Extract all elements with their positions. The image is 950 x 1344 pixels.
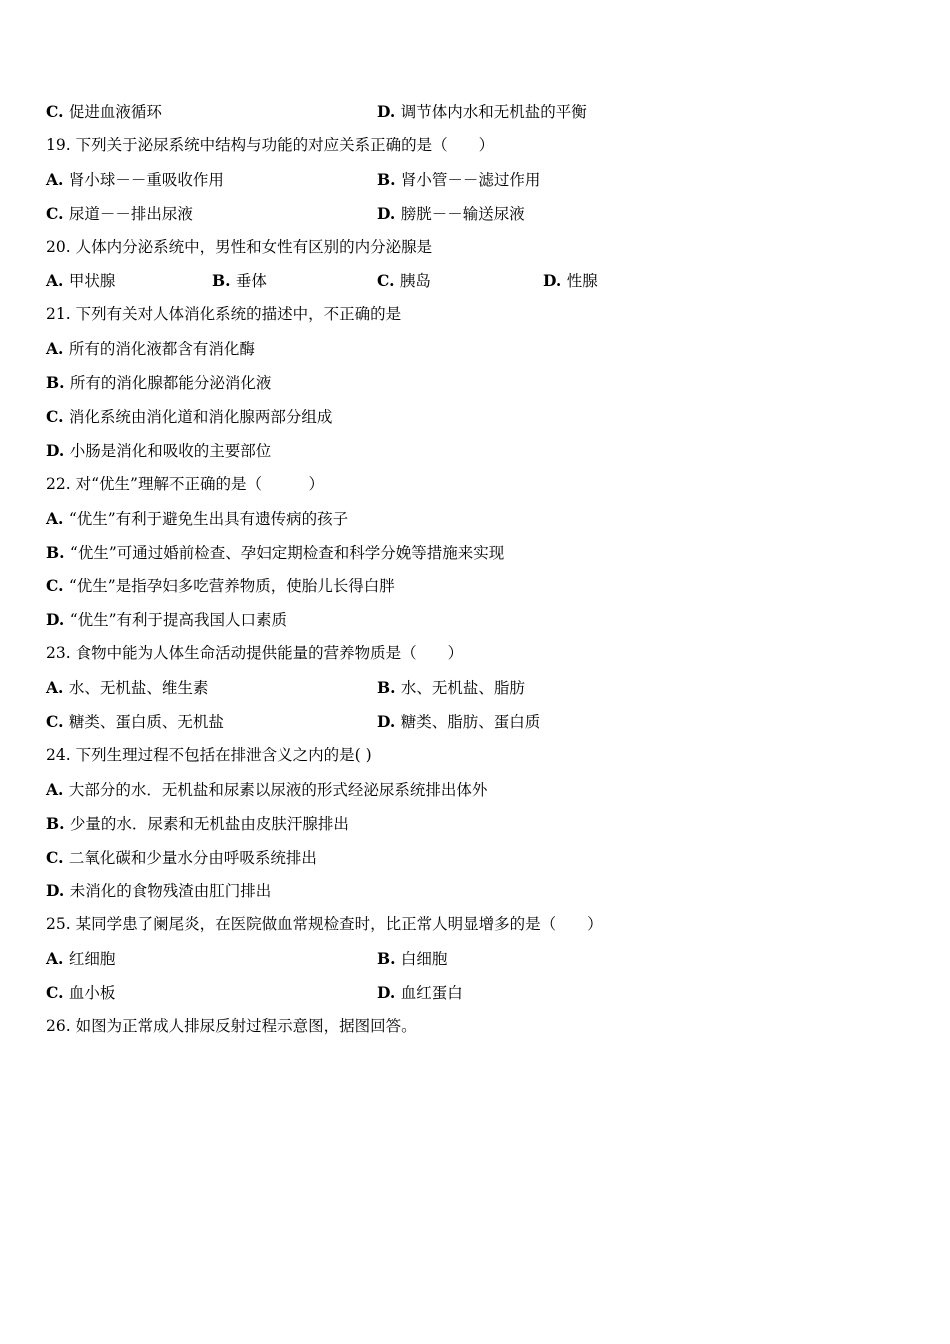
option-row <box>46 197 906 231</box>
option-text: 胰岛 <box>399 272 431 291</box>
option-row <box>46 841 906 875</box>
option-label: B . <box>377 170 401 189</box>
question-text: 食物中能为人体生命活动提供能量的营养物质是（ ） <box>75 644 464 663</box>
option-row <box>46 976 906 1010</box>
answer-option <box>377 264 431 299</box>
option-label: A . <box>46 509 69 528</box>
option-text: 促进血液循环 <box>68 103 162 121</box>
option-text: 糖类、脂肪、蛋白质 <box>400 713 541 732</box>
question-text: 下列生理过程不包括在排泄含义之内的是( ) <box>75 745 372 764</box>
answer-option <box>543 264 598 299</box>
option-text: 红细胞 <box>68 950 116 969</box>
answer-option <box>46 366 271 401</box>
option-text: 调节体内水和无机盐的平衡 <box>400 103 587 121</box>
question-text: 如图为正常成人排尿反射过程示意图，据图回答。 <box>75 1017 417 1036</box>
option-text: 血红蛋白 <box>400 984 463 1003</box>
option-label: A . <box>46 678 69 697</box>
option-text: “优生”是指孕妇多吃营养物质，使胎儿长得白胖 <box>68 577 395 596</box>
option-text: “优生”可通过婚前检查、孕妇定期检查和科学分娩等措施来实现 <box>69 543 505 562</box>
option-row <box>46 95 906 129</box>
answer-option <box>46 671 208 706</box>
option-text: 二氧化碳和少量水分由呼吸系统排出 <box>68 848 317 867</box>
question-number: 20 . <box>46 238 76 256</box>
option-label: C . <box>46 407 69 426</box>
option-row <box>46 942 906 976</box>
option-text: “优生”有利于提高我国人口素质 <box>69 611 288 630</box>
question-text: 下列有关对人体消化系统的描述中，不正确的是 <box>75 305 402 324</box>
option-row <box>46 400 906 434</box>
option-label: B . <box>212 271 236 290</box>
option-label: D . <box>46 881 70 900</box>
option-text: 未消化的食物残渣由肛门排出 <box>69 882 272 901</box>
question-text: 某同学患了阑尾炎，在医院做血常规检查时，比正常人明显增多的是（ ） <box>75 915 603 934</box>
option-text: 大部分的水．无机盐和尿素以尿液的形式经泌尿系统排出体外 <box>68 780 488 799</box>
answer-option <box>46 874 271 909</box>
question-number: 22 . <box>46 475 76 493</box>
option-label: B . <box>46 543 70 562</box>
option-label: A . <box>46 339 69 358</box>
option-label: A . <box>46 949 69 968</box>
answer-option <box>46 434 271 469</box>
option-row <box>46 264 906 298</box>
answer-option <box>46 95 162 130</box>
option-label: B . <box>46 373 70 392</box>
option-label: D . <box>543 271 567 290</box>
answer-option <box>377 976 463 1011</box>
option-text: 性腺 <box>566 272 598 291</box>
question-number: 26 . <box>46 1017 76 1035</box>
question-stem <box>46 908 906 942</box>
option-row <box>46 603 906 637</box>
option-text: “优生”有利于避免生出具有遗传病的孩子 <box>68 509 349 528</box>
exam-page <box>46 95 906 1044</box>
option-text: 白细胞 <box>400 950 448 969</box>
option-text: 肾小球－－重吸收作用 <box>68 170 224 189</box>
option-label: C . <box>46 712 69 731</box>
option-text: 肾小管－－滤过作用 <box>400 170 541 189</box>
question-number: 24 . <box>46 746 76 764</box>
option-label: A . <box>46 780 69 799</box>
answer-option <box>46 976 115 1011</box>
option-label: D . <box>377 712 401 731</box>
option-row <box>46 807 906 841</box>
option-label: C . <box>46 102 69 121</box>
option-text: 垂体 <box>235 272 267 291</box>
option-row <box>46 569 906 603</box>
option-label: D . <box>46 441 70 460</box>
answer-option <box>46 569 395 604</box>
question-text: 对“优生”理解不正确的是（ ） <box>75 474 324 493</box>
question-number: 19 . <box>46 136 76 154</box>
question-stem <box>46 231 906 265</box>
answer-option <box>46 332 255 367</box>
answer-option <box>46 502 348 537</box>
option-text: 所有的消化液都含有消化酶 <box>68 340 255 359</box>
answer-option <box>46 807 349 842</box>
option-label: C . <box>46 576 69 595</box>
answer-option <box>46 197 193 232</box>
answer-option <box>377 197 525 232</box>
option-label: B . <box>377 949 401 968</box>
option-text: 血小板 <box>68 984 116 1003</box>
option-label: D . <box>377 983 401 1002</box>
option-text: 小肠是消化和吸收的主要部位 <box>69 441 272 460</box>
question-stem <box>46 637 906 671</box>
option-label: B . <box>46 814 70 833</box>
option-label: C . <box>46 204 69 223</box>
option-label: A . <box>46 170 69 189</box>
answer-option <box>46 163 224 198</box>
question-stem <box>46 129 906 163</box>
option-row <box>46 874 906 908</box>
option-row <box>46 434 906 468</box>
option-row <box>46 671 906 705</box>
option-text: 甲状腺 <box>68 272 116 291</box>
option-row <box>46 536 906 570</box>
option-label: C . <box>46 848 69 867</box>
option-row <box>46 163 906 197</box>
answer-option <box>46 773 487 808</box>
option-text: 少量的水．尿素和无机盐由皮肤汗腺排出 <box>69 814 349 833</box>
option-label: D . <box>46 610 70 629</box>
option-row <box>46 502 906 536</box>
question-stem <box>46 298 906 332</box>
answer-option <box>46 705 224 740</box>
option-label: C . <box>46 983 69 1002</box>
question-stem <box>46 1010 906 1044</box>
answer-option <box>46 400 332 435</box>
answer-option <box>377 671 525 706</box>
answer-option <box>377 163 540 198</box>
answer-option <box>377 95 587 130</box>
answer-option <box>46 264 115 299</box>
option-label: B . <box>377 678 401 697</box>
question-number: 23 . <box>46 644 76 662</box>
option-row <box>46 366 906 400</box>
question-stem <box>46 468 906 502</box>
option-row <box>46 705 906 739</box>
answer-option <box>377 705 540 740</box>
option-text: 所有的消化腺都能分泌消化液 <box>69 374 272 393</box>
option-label: C . <box>377 271 400 290</box>
option-text: 消化系统由消化道和消化腺两部分组成 <box>68 408 333 427</box>
option-text: 水、无机盐、脂肪 <box>400 679 525 698</box>
question-stem <box>46 739 906 773</box>
question-number: 25 . <box>46 915 76 933</box>
answer-option <box>377 942 447 977</box>
option-row <box>46 773 906 807</box>
question-text: 人体内分泌系统中，男性和女性有区别的内分泌腺是 <box>75 237 433 256</box>
answer-option <box>46 841 317 876</box>
option-text: 尿道－－排出尿液 <box>68 204 193 223</box>
answer-option <box>46 536 504 571</box>
question-number: 21 . <box>46 305 76 323</box>
option-label: A . <box>46 271 69 290</box>
option-text: 水、无机盐、维生素 <box>68 679 209 698</box>
question-text: 下列关于泌尿系统中结构与功能的对应关系正确的是（ ） <box>75 135 495 154</box>
answer-option <box>46 942 115 977</box>
option-row <box>46 332 906 366</box>
option-text: 糖类、蛋白质、无机盐 <box>68 713 224 732</box>
option-label: D . <box>377 204 401 223</box>
option-text: 膀胱－－输送尿液 <box>400 204 525 223</box>
answer-option <box>46 603 287 638</box>
option-label: D . <box>377 102 401 121</box>
answer-option <box>212 264 267 299</box>
